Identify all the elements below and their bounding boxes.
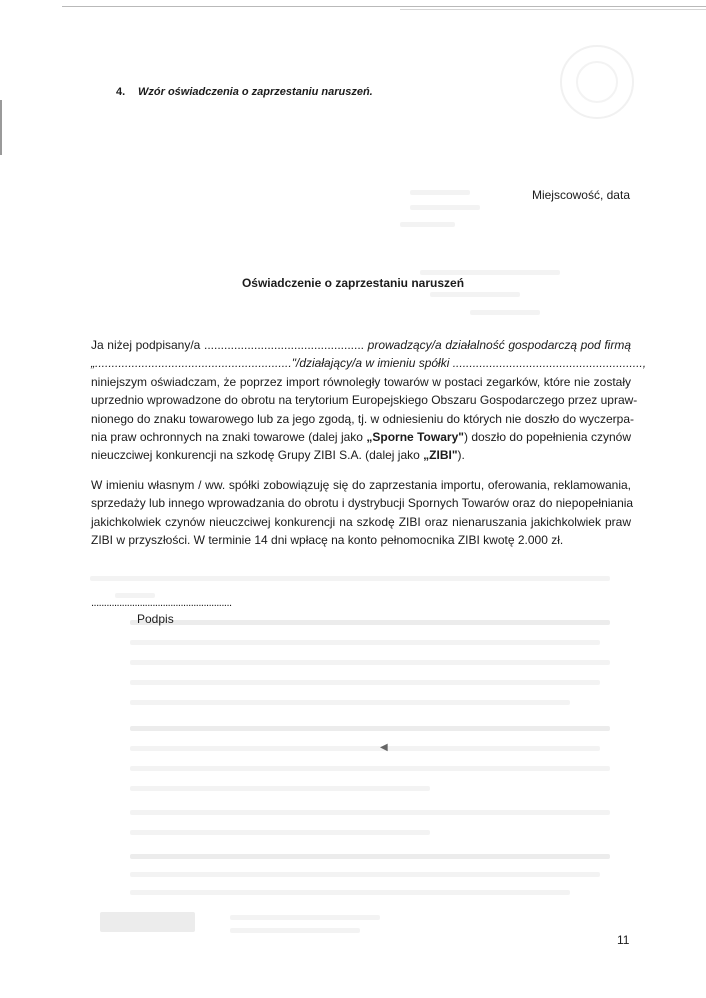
bleed-through-logo bbox=[560, 45, 634, 119]
section-heading-text: Wzór oświadczenia o zaprzestaniu naruszeń. bbox=[138, 86, 373, 98]
place-date-label: Miejscowość, data bbox=[531, 188, 630, 202]
document-title: Oświadczenie o zaprzestaniu naruszeń bbox=[241, 276, 465, 290]
obligation-line-2: sprzedaży lub innego wprowadzania do obrotu i dystrybucji Spornych Towarów oraz do niepopełniania bbox=[91, 496, 634, 511]
declaration-line-4: uprzednio wprowadzone do obrotu na terytorium Europejskiego Obszaru Gospodarczego przez upraw- bbox=[91, 393, 638, 408]
obligation-line-1: W imieniu własnym / ww. spółki zobowiązuję się do zaprzestania importu, oferowania, reklamowania, bbox=[91, 478, 631, 492]
company-fill-field: ........................................................... bbox=[95, 356, 292, 371]
business-label: prowadzący/a działalność gospodarczą pod firmą bbox=[364, 338, 631, 352]
top-edge-rule bbox=[62, 6, 706, 7]
section-heading bbox=[116, 86, 373, 98]
line6-end: ) doszło do popełnienia czynów bbox=[463, 430, 631, 445]
zibi-term: „ZIBI" bbox=[423, 448, 458, 463]
scan-artifact-mark: ◀ bbox=[380, 742, 388, 753]
declaration-line-6 bbox=[91, 428, 631, 446]
declarant-label: Ja niżej podpisany/a bbox=[91, 338, 204, 352]
signature-label: Podpis bbox=[137, 612, 174, 626]
section-number: 4. bbox=[116, 86, 126, 98]
signature-fill-line: ....................................................... bbox=[91, 597, 232, 609]
line7-start: nieuczciwej konkurencji na szkodę Grupy ZIBI S.A. (dalej jako bbox=[91, 448, 424, 463]
line6-start: nia praw ochronnych na znaki towarowe (dalej jako bbox=[91, 430, 367, 445]
top-edge-rule-secondary bbox=[400, 9, 706, 10]
company-label: "/działający/a w imieniu spółki bbox=[291, 356, 453, 371]
obligation-line-3: jakichkolwiek czynów nieuczciwej konkurencji na szkodę ZIBI oraz nienaruszania jakichkolwiek praw bbox=[91, 514, 631, 529]
disputed-goods-term: „Sporne Towary" bbox=[366, 430, 464, 445]
declaration-line-2 bbox=[91, 354, 647, 372]
open-quote: „ bbox=[91, 356, 95, 371]
declaration-paragraph bbox=[91, 336, 647, 465]
declaration-line-3: niniejszym oświadczam, że poprzez import równoległy towarów w postaci zegarków, które nie zostały bbox=[91, 374, 631, 389]
line7-end: ). bbox=[457, 448, 465, 463]
name-fill-field: ................................................ bbox=[203, 338, 365, 352]
declaration-line-1 bbox=[91, 336, 631, 354]
scan-edge-mark bbox=[0, 100, 2, 155]
obligation-line-4: ZIBI w przyszłości. W terminie 14 dni wpłacę na konto pełnomocnika ZIBI kwotę 2.000 zł. bbox=[91, 533, 564, 548]
page-number: 11 bbox=[617, 933, 630, 947]
obligation-paragraph bbox=[91, 476, 634, 550]
declaration-line-7 bbox=[91, 446, 631, 464]
declaration-line-5: nionego do znaku towarowego lub za jego zgodą, tj. w odniesieniu do których nie doszło do wyczerpa- bbox=[91, 411, 634, 426]
company-name-fill-field: ........................................................., bbox=[452, 356, 647, 371]
